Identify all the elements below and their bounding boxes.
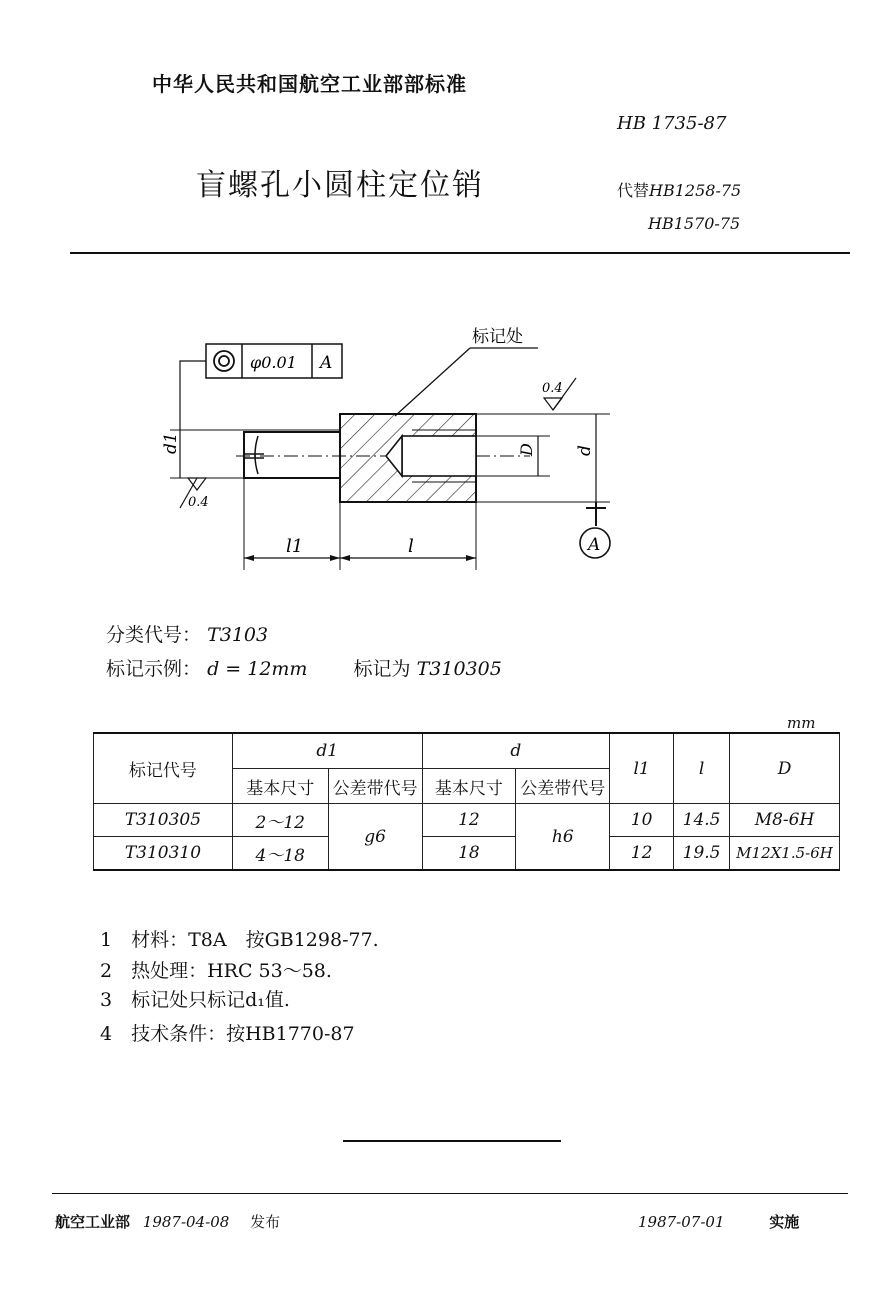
replaces-label: 代替 <box>617 181 650 200</box>
note-item: 4 技术条件：按HB1770-87 <box>100 1023 355 1045</box>
replaces-standard-1: HB1258-75 <box>649 181 742 200</box>
d1-label: d1 <box>161 432 181 454</box>
cell-l: 14.5 <box>674 804 730 837</box>
tolerance-frame <box>206 344 342 378</box>
D-label: D <box>517 443 536 456</box>
cell-D: M12X1.5-6H <box>730 837 840 871</box>
replaces-standard-2: HB1570-75 <box>648 214 741 233</box>
classification-code-label: 分类代号： <box>106 624 202 646</box>
marking-example-label: 标记示例： <box>106 658 202 680</box>
header-mark-code: 标记代号 <box>94 733 233 804</box>
frame-leader <box>180 361 206 430</box>
footer-issue <box>55 1211 280 1232</box>
header-d1-tolerance: 公差带代号 <box>328 769 422 804</box>
dimension-table <box>93 732 840 871</box>
l1-label: l1 <box>286 536 304 557</box>
header-d-tolerance: 公差带代号 <box>516 769 610 804</box>
cell-d1-basic: 2～12 <box>232 804 328 837</box>
pin-shank <box>244 432 340 478</box>
footer-divider <box>52 1193 848 1194</box>
issue-label: 发布 <box>250 1213 281 1231</box>
classification-code: T3103 <box>207 624 269 646</box>
note-item: 3 标记处只标记d₁值. <box>100 989 290 1011</box>
header-l1: l1 <box>610 733 674 804</box>
cell-code: T310310 <box>94 837 233 871</box>
cell-d1-tol: g6 <box>328 804 422 871</box>
header-D: D <box>730 733 840 804</box>
mark-as-value: T310305 <box>416 658 502 680</box>
issuing-authority: 中华人民共和国航空工业部部标准 <box>152 72 467 96</box>
marking-location-label: 标记处 <box>472 327 523 347</box>
tolerance-value: φ0.01 <box>250 353 297 372</box>
header-l: l <box>674 733 730 804</box>
header-divider <box>70 252 850 254</box>
classification-code-line <box>106 620 268 647</box>
cell-d-basic: 12 <box>422 804 516 837</box>
cell-l: 19.5 <box>674 837 730 871</box>
tolerance-datum: A <box>320 353 333 373</box>
effective-label: 实施 <box>769 1213 800 1231</box>
cell-l1: 12 <box>610 837 674 871</box>
roughness-top-value: 0.4 <box>542 381 563 396</box>
mark-as-label: 标记为 <box>353 658 411 680</box>
l-label: l <box>408 536 414 557</box>
table-header-row <box>94 733 840 769</box>
roughness-icon-top <box>544 398 562 410</box>
cell-d-tol: h6 <box>516 804 610 871</box>
document-title: 盲螺孔小圆柱定位销 <box>196 168 484 203</box>
concentricity-icon <box>214 351 234 371</box>
header-d1: d1 <box>232 733 422 769</box>
header-d1-basic-size: 基本尺寸 <box>232 769 328 804</box>
note-item: 2 热处理：HRC 53～58. <box>100 960 332 982</box>
marking-leader <box>395 348 470 416</box>
pin-drawing <box>140 312 640 582</box>
cell-d1-basic: 4～18 <box>232 837 328 871</box>
header-d: d <box>422 733 610 769</box>
note-item: 1 材料：T8A 按GB1298-77. <box>100 929 379 951</box>
footer-effective <box>638 1211 799 1232</box>
marking-example-value: d = 12mm <box>207 658 308 680</box>
pin-head <box>340 414 476 502</box>
effective-date: 1987-07-01 <box>638 1213 725 1231</box>
datum-label: A <box>588 535 601 555</box>
standard-number: HB 1735-87 <box>617 113 727 134</box>
d-label: d <box>575 445 595 456</box>
end-rule <box>343 1140 561 1142</box>
cell-l1: 10 <box>610 804 674 837</box>
cell-d-basic: 18 <box>422 837 516 871</box>
table-row <box>94 804 840 837</box>
marking-example-line <box>106 654 502 681</box>
cell-code: T310305 <box>94 804 233 837</box>
issue-date: 1987-04-08 <box>142 1213 230 1231</box>
replaces-line-1 <box>617 178 741 201</box>
header-d-basic-size: 基本尺寸 <box>422 769 516 804</box>
issuer: 航空工业部 <box>55 1213 131 1231</box>
unit-label: mm <box>787 714 816 732</box>
roughness-left-value: 0.4 <box>188 495 209 510</box>
table-row <box>94 837 840 871</box>
cell-D: M8-6H <box>730 804 840 837</box>
